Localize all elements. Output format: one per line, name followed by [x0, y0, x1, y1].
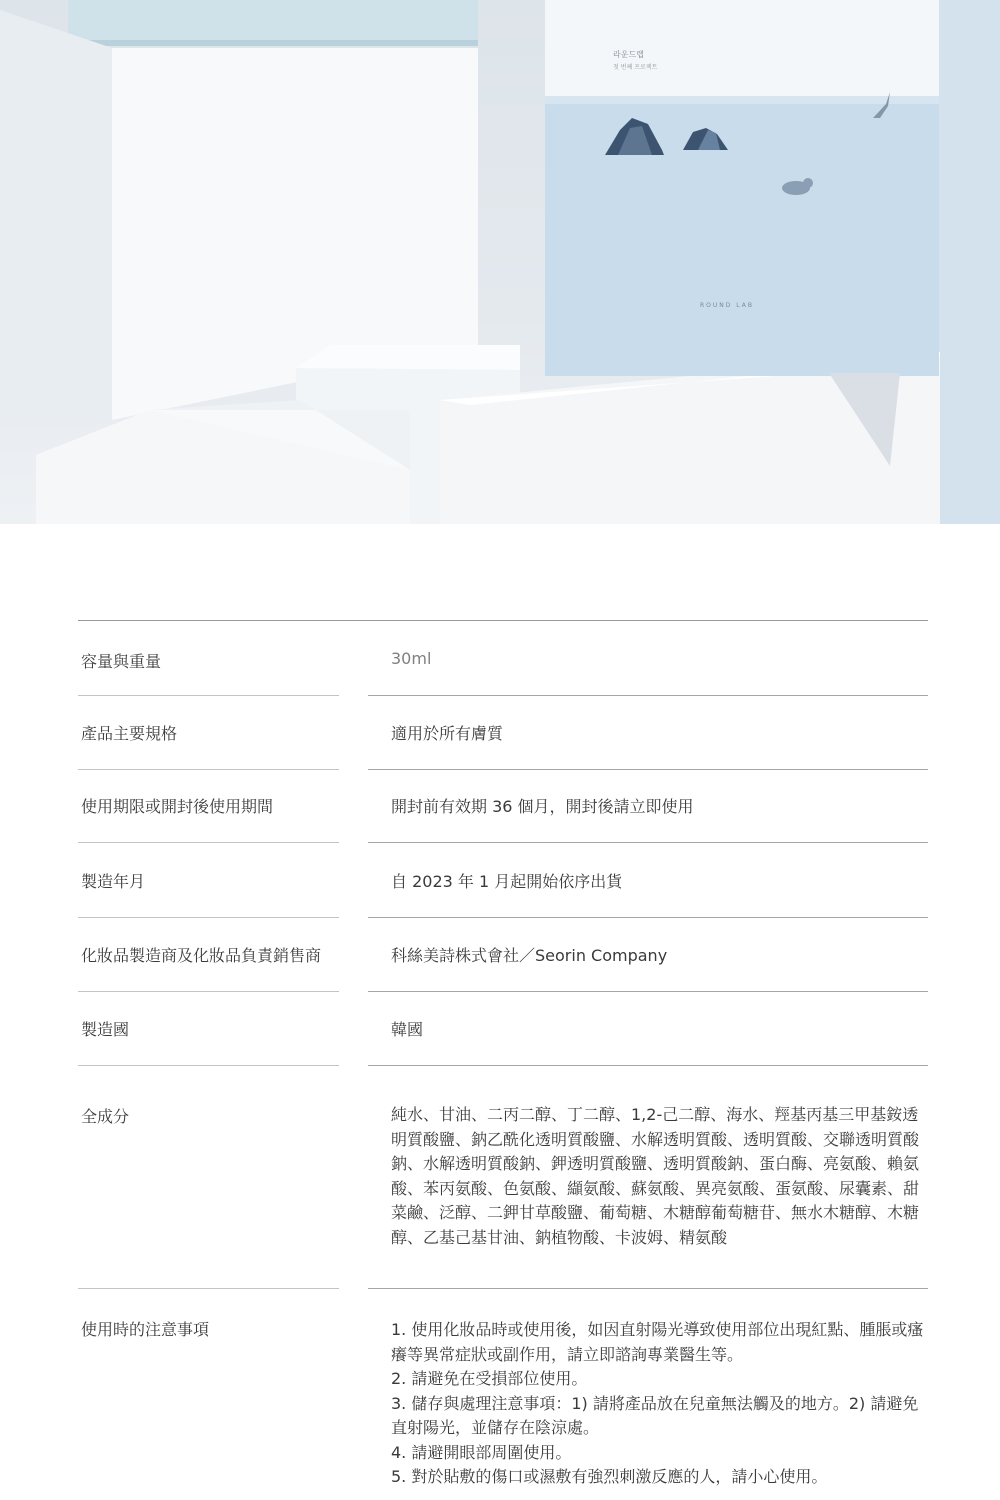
row-divider: [368, 769, 928, 770]
package-title-text: 라운드랩: [613, 50, 644, 59]
row-divider: [78, 769, 339, 770]
spec-label: 使用期限或開封後使用期間: [81, 797, 274, 816]
spec-value: 科絲美詩株式會社／Seorin Company: [391, 946, 668, 965]
precaution-item: 1. 使用化妝品時或使用後，如因直射陽光導致使用部位出現紅點、腫脹或瘙癢等異常症狀或副作用，請立即諮詢專業醫生等。: [391, 1320, 924, 1364]
package-subtitle-text: 첫 번째 프로젝트: [613, 64, 658, 71]
precaution-item: 2. 請避免在受損部位使用。: [391, 1369, 588, 1388]
precautions-list: [391, 1318, 924, 1490]
table-top-divider: [78, 620, 928, 621]
row-divider: [78, 695, 339, 696]
row-divider: [368, 917, 928, 918]
product-scene-illustration: [0, 0, 1000, 524]
row-divider: [78, 991, 339, 992]
precaution-item: 4. 請避開眼部周圍使用。: [391, 1442, 572, 1462]
spec-value: 開封前有效期 36 個月，開封後請立即使用: [391, 797, 694, 816]
row-divider: [78, 1288, 339, 1289]
row-divider: [78, 1065, 339, 1066]
row-divider: [368, 842, 928, 843]
spec-label: 製造年月: [81, 872, 146, 891]
spec-label: 產品主要規格: [81, 724, 178, 743]
precaution-item: 3. 儲存與處理注意事項：1) 請將產品放在兒童無法觸及的地方。2) 請避免直射陽光，並儲存在陰涼處。: [391, 1393, 919, 1437]
row-divider: [368, 1065, 928, 1066]
spec-value: 30ml: [391, 649, 432, 668]
row-divider: [368, 991, 928, 992]
spec-label: 全成分: [81, 1107, 130, 1126]
precaution-item: 5. 對於貼敷的傷口或濕敷有強烈刺激反應的人，請小心使用。: [391, 1467, 828, 1486]
spec-value: 適用於所有膚質: [391, 724, 504, 743]
spec-value: 自 2023 年 1 月起開始依序出貨: [391, 872, 623, 891]
spec-label: 化妝品製造商及化妝品負責銷售商: [81, 946, 322, 965]
package-brand-text: ROUND LAB: [700, 302, 754, 309]
row-divider: [78, 917, 339, 918]
row-divider: [78, 842, 339, 843]
product-photo: [0, 0, 1000, 524]
spec-label: 製造國: [81, 1020, 130, 1039]
spec-value: 韓國: [391, 1020, 424, 1039]
spec-label: 使用時的注意事項: [81, 1320, 210, 1339]
spec-label: 容量與重量: [81, 652, 162, 671]
row-divider: [368, 695, 928, 696]
row-divider: [368, 1288, 928, 1289]
ingredients-list: 純水、甘油、二丙二醇、丁二醇、1,2-己二醇、海水、羥基丙基三甲基銨透明質酸鹽、鈉乙酰化透明質酸鹽、水解透明質酸、透明質酸、交聯透明質酸鈉、水解透明質酸鈉、鉀透明質酸鹽、透明質酸鈉、蛋白酶、亮氨酸、賴氨酸、苯丙氨酸、色氨酸、纈氨酸、蘇氨酸、異亮氨酸、蛋氨酸、尿囊素、甜菜鹼、泛醇、二鉀甘草酸鹽、葡萄糖、木糖醇葡萄糖苷、無水木糖醇、木糖醇、乙基己基甘油、鈉植物酸、卡波姆、精氨酸: [391, 1105, 920, 1247]
